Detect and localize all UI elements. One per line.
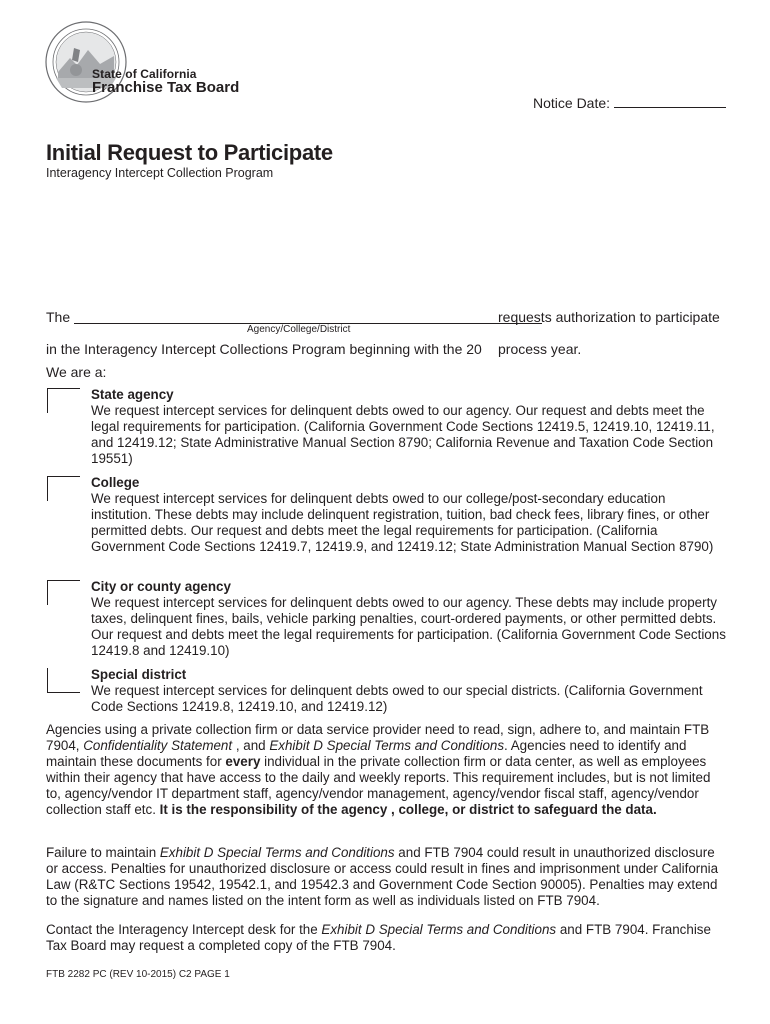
option-body: We request intercept services for delinquent debts owed to our special districts. (California Government Code Sections 12419.8, 12419.10, and 12419.12): [91, 683, 703, 714]
text-run-italic: Confidentiality Statement: [83, 738, 233, 753]
text-run: individual in the private collection firm or data center, as well as employees within their agency that have access to the daily and weekly reports. This requirement includes, but is not limited to, agency/vendor IT department staff, agency/vendor management, agency/vendor fiscal staff, agency/vendor collection staff etc.: [46, 754, 711, 817]
participation-text: in the Interagency Intercept Collections Program beginning with the 20: [46, 341, 482, 357]
option-college: [91, 475, 727, 555]
text-run-bold: It is the responsibility of the agency , college, or district to safeguard the data.: [159, 802, 657, 817]
text-run-bold: every: [225, 754, 261, 769]
text-run-italic: Exhibit D Special Terms and Conditions: [269, 738, 505, 753]
option-heading: State agency: [91, 387, 174, 402]
option-body: We request intercept services for delinquent debts owed to our college/post-secondary education institution. These debts may include delinquent registration, tuition, bad check fees, library fines, or other permitted debts. Our request and debts meet the legal requirements for participation. (California Government Code Sections 12419.7, 12419.9, and 12419.12; State Administration Manual Section 8790): [91, 491, 714, 554]
text-run: and FTB 7904. Franchise Tax Board may request a completed copy of the FTB 7904.: [46, 922, 711, 953]
field-caption: Agency/College/District: [247, 324, 351, 335]
text-run: , and: [232, 738, 270, 753]
option-special-district: [91, 667, 727, 715]
notice-date-field: [533, 95, 726, 111]
city-county-checkbox[interactable]: [47, 580, 80, 605]
notice-date-label: Notice Date:: [533, 95, 611, 111]
request-tail: requests authorization to participate: [498, 309, 720, 325]
confidentiality-paragraph: [46, 722, 728, 818]
text-run-italic: Exhibit D Special Terms and Conditions: [159, 845, 395, 860]
process-year-text: process year.: [498, 341, 582, 357]
contact-paragraph: [46, 922, 728, 954]
college-checkbox[interactable]: [47, 476, 80, 501]
text-run-italic: Exhibit D Special Terms and Conditions: [321, 922, 557, 937]
penalties-paragraph: [46, 845, 728, 909]
state-name: State of California: [92, 67, 197, 81]
option-heading: College: [91, 475, 140, 490]
option-body: We request intercept services for delinquent debts owed to our agency. These debts may include property taxes, delinquent fines, bails, vehicle parking penalties, court-ordered payments, or other permitted debts. Our request and debts meet the legal requirements for participation. (California Government Code Sections 12419.8 and 12419.10): [91, 595, 726, 658]
form-footer: FTB 2282 PC (REV 10-2015) C2 PAGE 1: [46, 969, 230, 980]
participation-line: [46, 341, 582, 357]
option-city-county: [91, 579, 727, 659]
special-district-checkbox[interactable]: [47, 668, 80, 693]
notice-date-input[interactable]: [614, 95, 726, 108]
agency-name: Franchise Tax Board: [92, 79, 240, 96]
text-run: Failure to maintain: [46, 845, 160, 860]
page-subtitle: Interagency Intercept Collection Program: [46, 166, 274, 180]
text-run: Contact the Interagency Intercept desk for the: [46, 922, 322, 937]
text-run: and FTB 7904 could result in unauthorized disclosure or access. Penalties for unauthorized disclosure or access could result in fines and imprisonment under California Law (R&TC Sections 19542, 19542.1, and 19542.3 and Government Code Section 90005). Penalties may extend to the signature and names listed on the intent form as well as individuals listed on FTB 7904.: [46, 845, 719, 908]
option-state-agency: [91, 387, 727, 467]
request-line: [46, 309, 726, 325]
we-are-label: We are a:: [46, 364, 107, 380]
text-run: . Agencies need to identify and maintain these documents for: [46, 738, 687, 769]
option-body: We request intercept services for delinquent debts owed to our agency. Our request and debts meet the legal requirements for participation. (California Government Code Sections 12419.5, 12419.10, 12419.11, and 12419.12; State Administrative Manual Section 8790; California Revenue and Taxation Code Section 19551): [91, 403, 715, 466]
option-heading: Special district: [91, 667, 187, 682]
text-run: Agencies using a private collection firm or data service provider need to read, sign, adhere to, and maintain FTB 7904,: [46, 722, 710, 753]
option-heading: City or county agency: [91, 579, 231, 594]
request-lead: The: [46, 309, 71, 325]
page-title: Initial Request to Participate: [46, 140, 333, 165]
state-agency-checkbox[interactable]: [47, 388, 80, 413]
